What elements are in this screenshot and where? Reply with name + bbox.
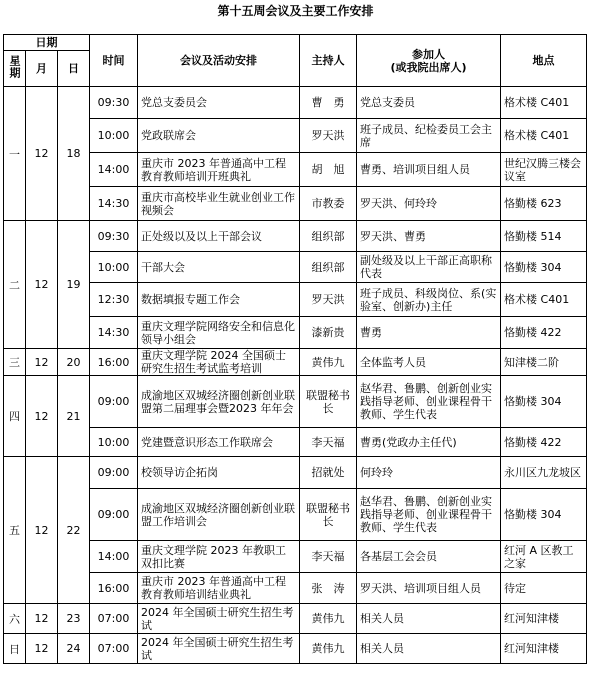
location-cell: 恪勤楼 422 bbox=[501, 317, 587, 349]
weekday-cell: 五 bbox=[4, 457, 26, 604]
location-cell: 知津楼二阶 bbox=[501, 349, 587, 376]
agenda-cell: 成渝地区双城经济圈创新创业联盟第二届理事会暨2023 年年会 bbox=[138, 376, 300, 428]
header-weekday-text: 星期 bbox=[8, 55, 21, 79]
agenda-cell: 重庆文理学院网络安全和信息化领导小组会 bbox=[138, 317, 300, 349]
table-row bbox=[4, 252, 587, 283]
header-host: 主持人 bbox=[300, 35, 357, 87]
day-cell: 22 bbox=[58, 457, 90, 604]
month-cell: 12 bbox=[26, 376, 58, 457]
location-cell: 格术楼 C401 bbox=[501, 87, 587, 119]
host-cell: 组织部 bbox=[300, 252, 357, 283]
location-cell: 红河知津楼 bbox=[501, 604, 587, 634]
table-row bbox=[4, 634, 587, 664]
table-row bbox=[4, 187, 587, 221]
attendees-cell: 罗天洪、曹勇 bbox=[357, 221, 501, 252]
host-cell: 组织部 bbox=[300, 221, 357, 252]
time-cell: 10:00 bbox=[90, 252, 138, 283]
weekday-cell: 二 bbox=[4, 221, 26, 349]
host-cell: 张 涛 bbox=[300, 573, 357, 604]
attendees-cell: 全体监考人员 bbox=[357, 349, 501, 376]
day-cell: 23 bbox=[58, 604, 90, 634]
location-cell: 红河知津楼 bbox=[501, 634, 587, 664]
table-row bbox=[4, 283, 587, 317]
time-cell: 14:00 bbox=[90, 541, 138, 573]
attendees-cell: 各基层工会会员 bbox=[357, 541, 501, 573]
time-cell: 09:30 bbox=[90, 87, 138, 119]
agenda-cell: 重庆市高校毕业生就业创业工作视频会 bbox=[138, 187, 300, 221]
weekday-cell: 六 bbox=[4, 604, 26, 634]
time-cell: 16:00 bbox=[90, 349, 138, 376]
month-cell: 12 bbox=[26, 634, 58, 664]
header-date-group: 日期 bbox=[4, 35, 90, 51]
attendees-cell: 党总支委员 bbox=[357, 87, 501, 119]
month-cell: 12 bbox=[26, 221, 58, 349]
month-cell: 12 bbox=[26, 87, 58, 221]
weekday-cell: 三 bbox=[4, 349, 26, 376]
host-cell: 黄伟九 bbox=[300, 634, 357, 664]
host-cell: 曹 勇 bbox=[300, 87, 357, 119]
agenda-cell: 2024 年全国硕士研究生招生考试 bbox=[138, 604, 300, 634]
location-cell: 世纪汉腾三楼会议室 bbox=[501, 153, 587, 187]
attendees-cell: 班子成员、纪检委员工会主席 bbox=[357, 119, 501, 153]
table-row bbox=[4, 428, 587, 457]
agenda-cell: 重庆市 2023 年普通高中工程教育教师培训结业典礼 bbox=[138, 573, 300, 604]
header-weekday bbox=[4, 51, 26, 87]
month-cell: 12 bbox=[26, 349, 58, 376]
header-day: 日 bbox=[58, 51, 90, 87]
host-cell: 联盟秘书长 bbox=[300, 376, 357, 428]
agenda-cell: 数据填报专题工作会 bbox=[138, 283, 300, 317]
header-time: 时间 bbox=[90, 35, 138, 87]
attendees-cell: 罗天洪、何玲玲 bbox=[357, 187, 501, 221]
host-cell: 市教委 bbox=[300, 187, 357, 221]
attendees-cell: 曹勇、培训项目组人员 bbox=[357, 153, 501, 187]
header-row-1 bbox=[4, 35, 587, 51]
host-cell: 罗天洪 bbox=[300, 283, 357, 317]
month-cell: 12 bbox=[26, 457, 58, 604]
host-cell: 胡 旭 bbox=[300, 153, 357, 187]
host-cell: 李天福 bbox=[300, 541, 357, 573]
table-row bbox=[4, 349, 587, 376]
time-cell: 14:30 bbox=[90, 317, 138, 349]
attendees-cell: 副处级及以上干部正高职称代表 bbox=[357, 252, 501, 283]
day-cell: 21 bbox=[58, 376, 90, 457]
host-cell: 招就处 bbox=[300, 457, 357, 489]
header-attendees bbox=[357, 35, 501, 87]
location-cell: 待定 bbox=[501, 573, 587, 604]
attendees-cell: 相关人员 bbox=[357, 634, 501, 664]
agenda-cell: 正处级以及以上干部会议 bbox=[138, 221, 300, 252]
host-cell: 漆新贵 bbox=[300, 317, 357, 349]
time-cell: 12:30 bbox=[90, 283, 138, 317]
attendees-cell: 相关人员 bbox=[357, 604, 501, 634]
table-row bbox=[4, 376, 587, 428]
agenda-cell: 重庆文理学院 2024 全国硕士研究生招生考试监考培训 bbox=[138, 349, 300, 376]
location-cell: 恪勤楼 422 bbox=[501, 428, 587, 457]
month-cell: 12 bbox=[26, 604, 58, 634]
weekday-cell: 四 bbox=[4, 376, 26, 457]
attendees-cell: 曹勇(党政办主任代) bbox=[357, 428, 501, 457]
agenda-cell: 党政联席会 bbox=[138, 119, 300, 153]
time-cell: 09:30 bbox=[90, 221, 138, 252]
table-row bbox=[4, 457, 587, 489]
host-cell: 黄伟九 bbox=[300, 604, 357, 634]
location-cell: 恪勤楼 304 bbox=[501, 376, 587, 428]
host-cell: 李天福 bbox=[300, 428, 357, 457]
header-agenda: 会议及活动安排 bbox=[138, 35, 300, 87]
table-row bbox=[4, 489, 587, 541]
host-cell: 联盟秘书长 bbox=[300, 489, 357, 541]
time-cell: 10:00 bbox=[90, 119, 138, 153]
location-cell: 恪勤楼 623 bbox=[501, 187, 587, 221]
header-location: 地点 bbox=[501, 35, 587, 87]
attendees-cell: 罗天洪、培训项目组人员 bbox=[357, 573, 501, 604]
table-row bbox=[4, 573, 587, 604]
time-cell: 07:00 bbox=[90, 634, 138, 664]
document-title: 第十五周会议及主要工作安排 bbox=[217, 4, 374, 18]
table-row bbox=[4, 221, 587, 252]
location-cell: 永川区九龙坡区 bbox=[501, 457, 587, 489]
host-cell: 罗天洪 bbox=[300, 119, 357, 153]
time-cell: 16:00 bbox=[90, 573, 138, 604]
location-cell: 格术楼 C401 bbox=[501, 283, 587, 317]
time-cell: 09:00 bbox=[90, 457, 138, 489]
day-cell: 19 bbox=[58, 221, 90, 349]
time-cell: 09:00 bbox=[90, 376, 138, 428]
day-cell: 20 bbox=[58, 349, 90, 376]
attendees-cell: 赵华君、鲁鹏、创新创业实践指导老师、创业课程骨干教师、学生代表 bbox=[357, 376, 501, 428]
time-cell: 14:00 bbox=[90, 153, 138, 187]
time-cell: 10:00 bbox=[90, 428, 138, 457]
table-row bbox=[4, 604, 587, 634]
location-cell: 格术楼 C401 bbox=[501, 119, 587, 153]
location-cell: 红河 A 区教工之家 bbox=[501, 541, 587, 573]
agenda-cell: 党建暨意识形态工作联席会 bbox=[138, 428, 300, 457]
attendees-cell: 赵华君、鲁鹏、创新创业实践指导老师、创业课程骨干教师、学生代表 bbox=[357, 489, 501, 541]
table-row bbox=[4, 317, 587, 349]
agenda-cell: 成渝地区双城经济圈创新创业联盟工作培训会 bbox=[138, 489, 300, 541]
location-cell: 恪勤楼 304 bbox=[501, 489, 587, 541]
schedule-table bbox=[3, 34, 587, 664]
agenda-cell: 2024 年全国硕士研究生招生考试 bbox=[138, 634, 300, 664]
table-row bbox=[4, 153, 587, 187]
agenda-cell: 校领导访企拓岗 bbox=[138, 457, 300, 489]
weekday-cell: 一 bbox=[4, 87, 26, 221]
table-row bbox=[4, 541, 587, 573]
header-attendees-line1: 参加人 bbox=[412, 47, 446, 61]
agenda-cell: 重庆市 2023 年普通高中工程教育教师培训开班典礼 bbox=[138, 153, 300, 187]
host-cell: 黄伟九 bbox=[300, 349, 357, 376]
table-row bbox=[4, 87, 587, 119]
attendees-cell: 班子成员、科级岗位、系(实验室、创新办)主任 bbox=[357, 283, 501, 317]
time-cell: 07:00 bbox=[90, 604, 138, 634]
header-month: 月 bbox=[26, 51, 58, 87]
time-cell: 09:00 bbox=[90, 489, 138, 541]
location-cell: 恪勤楼 514 bbox=[501, 221, 587, 252]
time-cell: 14:30 bbox=[90, 187, 138, 221]
day-cell: 24 bbox=[58, 634, 90, 664]
header-attendees-line2: (或我院出席人) bbox=[390, 60, 467, 74]
weekday-cell: 日 bbox=[4, 634, 26, 664]
table-row bbox=[4, 119, 587, 153]
attendees-cell: 何玲玲 bbox=[357, 457, 501, 489]
location-cell: 恪勤楼 304 bbox=[501, 252, 587, 283]
schedule-body bbox=[4, 87, 587, 664]
agenda-cell: 党总支委员会 bbox=[138, 87, 300, 119]
day-cell: 18 bbox=[58, 87, 90, 221]
attendees-cell: 曹勇 bbox=[357, 317, 501, 349]
agenda-cell: 重庆文理学院 2023 年教职工双扣比赛 bbox=[138, 541, 300, 573]
agenda-cell: 干部大会 bbox=[138, 252, 300, 283]
